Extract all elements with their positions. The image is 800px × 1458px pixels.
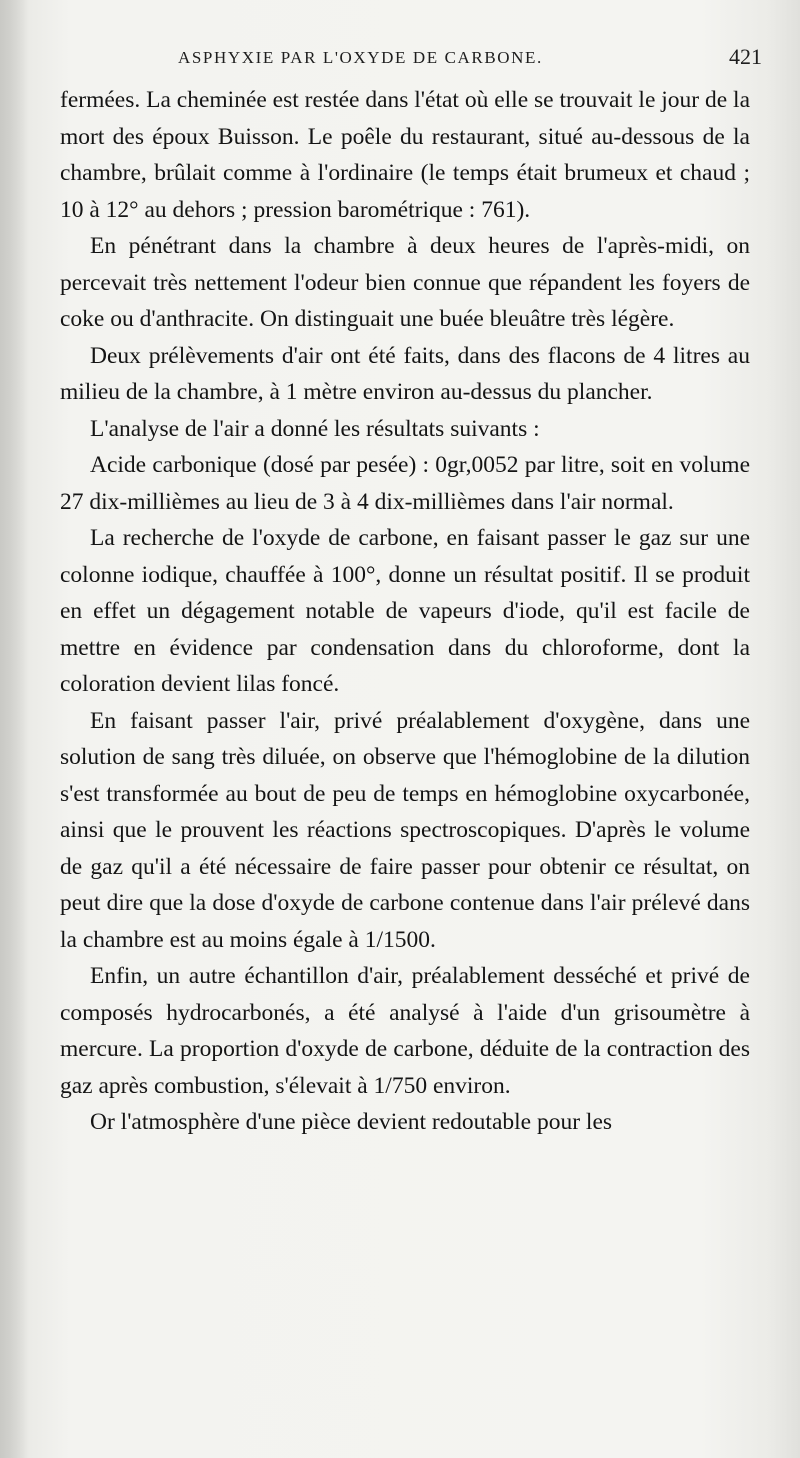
paragraph: L'analyse de l'air a donné les résultats suivants : xyxy=(90,415,540,442)
paragraph: En faisant passer l'air, privé préalablement d'oxygène, dans une solution de sang très diluée, on observe que l'hémoglobine de la dilution s'est transformée au bout de peu de temps en hémoglobine oxycarbonée, ainsi que le prouvent les réactions spectroscopiques. D'après le volume de gaz qu'il a été nécessaire de faire passer pour obtenir ce résultat, on peut dire que la dose d'oxyde de carbone contenue dans l'air prélevé dans la chambre est au moins égale à 1/1500. xyxy=(60,707,750,953)
paragraph: En pénétrant dans la chambre à deux heures de l'après-midi, on percevait très nettement l'odeur bien connue que répandent les foyers de coke ou d'anthracite. On distinguait une buée bleuâtre très légère. xyxy=(60,233,750,332)
page-header xyxy=(178,44,762,78)
paragraph: Or l'atmosphère d'une pièce devient redoutable pour les xyxy=(90,1109,613,1135)
paragraph: Deux prélèvements d'air ont été faits, dans des flacons de 4 litres au milieu de la chambre, à 1 mètre environ au-dessus du plancher. xyxy=(60,342,750,405)
paragraph: La recherche de l'oxyde de carbone, en faisant passer le gaz sur une colonne iodique, chauffée à 100°, donne un résultat positif. Il se produit en effet un dégagement notable de vapeurs d'iode, qu'il est facile de mettre en évidence par condensation dans du chloroforme, dont la coloration devient lilas foncé. xyxy=(60,525,750,697)
paragraph: Acide carbonique (dosé par pesée) : 0gr,0052 par litre, soit en volume 27 dix-millièmes au lieu de 3 à 4 dix-millièmes dans l'air normal. xyxy=(60,452,750,515)
paragraph: fermées. La cheminée est restée dans l'état où elle se trouvait le jour de la mort des époux Buisson. Le poêle du restaurant, situé au-dessous de la chambre, brûlait comme à l'ordinaire (le temps était brumeux et chaud ; 10 à 12° au dehors ; pression barométrique : 761). xyxy=(60,87,751,223)
page-gutter-shadow xyxy=(0,0,28,1458)
page-number: 421 xyxy=(729,44,762,69)
paragraph: Enfin, un autre échantillon d'air, préalablement desséché et privé de composés hydrocarbonés, a été analysé à l'aide d'un grisoumètre à mercure. La proportion d'oxyde de carbone, déduite de la contraction des gaz après combustion, s'élevait à 1/750 environ. xyxy=(60,963,750,1099)
running-title: ASPHYXIE PAR L'OXYDE DE CARBONE. xyxy=(178,48,543,67)
body-text xyxy=(60,82,750,1141)
